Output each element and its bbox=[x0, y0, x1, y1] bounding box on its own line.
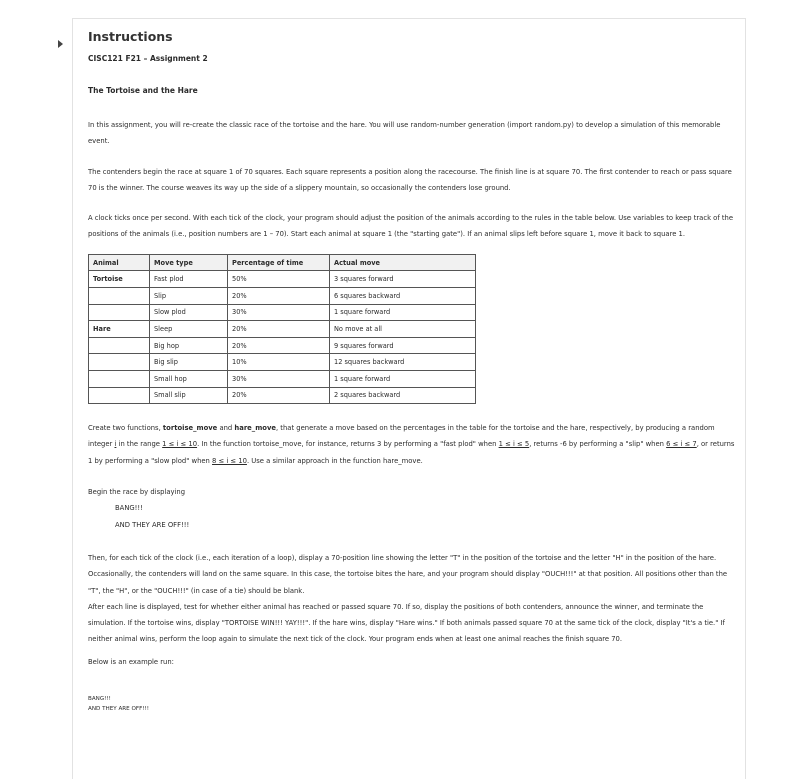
table-cell: Small slip bbox=[150, 387, 228, 404]
moves-table bbox=[88, 254, 476, 404]
table-header: Percentage of time bbox=[228, 254, 330, 271]
table-cell: 1 square forward bbox=[330, 370, 476, 387]
left-sidebar bbox=[0, 0, 72, 757]
table-row bbox=[89, 337, 476, 354]
table-cell: Sleep bbox=[150, 321, 228, 338]
table-cell: Small hop bbox=[150, 370, 228, 387]
math-range: 8 ≤ i ≤ 10 bbox=[212, 456, 247, 465]
functions-paragraph bbox=[88, 420, 738, 469]
table-cell: Slow plod bbox=[150, 304, 228, 321]
example-intro: Below is an example run: bbox=[88, 657, 174, 666]
table-cell: Big hop bbox=[150, 337, 228, 354]
table-cell: 12 squares backward bbox=[330, 354, 476, 371]
table-cell: Hare bbox=[89, 321, 150, 338]
table-cell bbox=[89, 387, 150, 404]
begin-line-bang: BANG!!! bbox=[115, 504, 143, 513]
table-cell: 20% bbox=[228, 321, 330, 338]
begin-line-off: AND THEY ARE OFF!!! bbox=[115, 520, 190, 529]
table-row bbox=[89, 271, 476, 288]
example-output-line: AND THEY ARE OFF!!! bbox=[88, 705, 150, 712]
example-output-line: BANG!!! bbox=[88, 695, 111, 702]
table-cell: 20% bbox=[228, 287, 330, 304]
text-span: , returns -6 by performing a "slip" when bbox=[529, 440, 667, 449]
instructions-content bbox=[88, 29, 738, 714]
text-span: . In the function tortoise_move, for instance, returns 3 by performing a "fast plod" when bbox=[197, 440, 499, 449]
table-row bbox=[89, 304, 476, 321]
text-span: Create two functions, bbox=[88, 424, 163, 433]
tick-paragraph: Then, for each tick of the clock (i.e., each iteration of a loop), display a 70-position line showing the letter "T" in the position of the tortoise and the letter "H" in the position of the hare. Occasionally, the contenders will land on the same square. In this case, the tortoise bites the hare, and your program should display "OUCH!!!" at that position. All positions other than the "T", the "H", or the "OUCH!!!" (in case of a tie) should be blank. bbox=[88, 553, 728, 595]
end-paragraph: After each line is displayed, test for whether either animal has reached or passed square 70. If so, display the positions of both contenders, announce the winner, and terminate the simulation. If the tortoise wins, display "TORTOISE WIN!!! YAY!!!". If the hare wins, display "Hare wins." If both animals passed square 70 at the same tick of the clock, display "It's a tie." If neither animal wins, perform the loop again to simulate the next tick of the clock. Your program ends when at least one animal reaches the finish square 70. bbox=[88, 602, 725, 644]
text-span: , or returns 1 by performing a "slow plod" when bbox=[88, 440, 735, 465]
table-cell bbox=[89, 287, 150, 304]
contenders-paragraph: The contenders begin the race at square 1 of 70 squares. Each square represents a position along the racecourse. The finish line is at square 70. The first contender to reach or pass square 70 is the winner. The course weaves its way up the side of a slippery mountain, so occasionally the contenders lose ground. bbox=[88, 167, 732, 192]
table-cell: 20% bbox=[228, 337, 330, 354]
table-cell: 10% bbox=[228, 354, 330, 371]
intro-paragraph: In this assignment, you will re-create the classic race of the tortoise and the hare. You will use random-number generation (import random.py) to develop a simulation of this memorable event. bbox=[88, 121, 721, 146]
table-cell: 50% bbox=[228, 271, 330, 288]
math-range: 1 ≤ i ≤ 5 bbox=[498, 440, 530, 449]
table-header-row bbox=[89, 254, 476, 271]
table-cell: Big slip bbox=[150, 354, 228, 371]
assignment-subtitle: CISC121 F21 – Assignment 2 bbox=[88, 54, 208, 63]
math-variable: i bbox=[114, 440, 117, 449]
table-cell: No move at all bbox=[330, 321, 476, 338]
math-range: 1 ≤ i ≤ 10 bbox=[162, 440, 198, 449]
table-cell: 2 squares backward bbox=[330, 387, 476, 404]
page-title: Instructions bbox=[88, 29, 173, 44]
table-cell bbox=[89, 304, 150, 321]
table-cell: 1 square forward bbox=[330, 304, 476, 321]
table-cell: Tortoise bbox=[89, 271, 150, 288]
text-span: , that generate a move based on the percentages in the table for the tortoise and the hare, respectively, by producing a random integer bbox=[88, 424, 715, 449]
clock-paragraph: A clock ticks once per second. With each tick of the clock, your program should adjust the position of the animals according to the rules in the table below. Use variables to keep track of the positions of the animals (i.e., position numbers are 1 – 70). Start each animal at square 1 (the "starting gate"). If an animal slips left before square 1, move it back to square 1. bbox=[88, 214, 734, 239]
expand-arrow-icon[interactable] bbox=[58, 40, 63, 48]
table-cell bbox=[89, 354, 150, 371]
table-cell: 20% bbox=[228, 387, 330, 404]
table-cell: 30% bbox=[228, 370, 330, 387]
table-cell: 3 squares forward bbox=[330, 271, 476, 288]
table-cell: Fast plod bbox=[150, 271, 228, 288]
table-header: Move type bbox=[150, 254, 228, 271]
function-name-tortoise: tortoise_move bbox=[162, 424, 218, 433]
table-cell bbox=[89, 370, 150, 387]
table-header: Animal bbox=[89, 254, 150, 271]
table-row bbox=[89, 354, 476, 371]
table-cell: 6 squares backward bbox=[330, 287, 476, 304]
table-row bbox=[89, 321, 476, 338]
math-range: 6 ≤ i ≤ 7 bbox=[666, 440, 697, 449]
table-row bbox=[89, 387, 476, 404]
table-header: Actual move bbox=[330, 254, 476, 271]
text-span: . Use a similar approach in the function hare_move. bbox=[246, 456, 423, 465]
begin-intro: Begin the race by displaying bbox=[88, 488, 186, 497]
text-span: in the range bbox=[116, 440, 163, 449]
table-cell: Slip bbox=[150, 287, 228, 304]
table-cell: 9 squares forward bbox=[330, 337, 476, 354]
table-cell bbox=[89, 337, 150, 354]
instructions-panel bbox=[72, 18, 746, 779]
function-name-hare: hare_move bbox=[234, 424, 276, 433]
text-span: and bbox=[217, 424, 235, 433]
table-cell: 30% bbox=[228, 304, 330, 321]
table-row bbox=[89, 287, 476, 304]
section-title: The Tortoise and the Hare bbox=[88, 86, 198, 95]
table-row bbox=[89, 370, 476, 387]
